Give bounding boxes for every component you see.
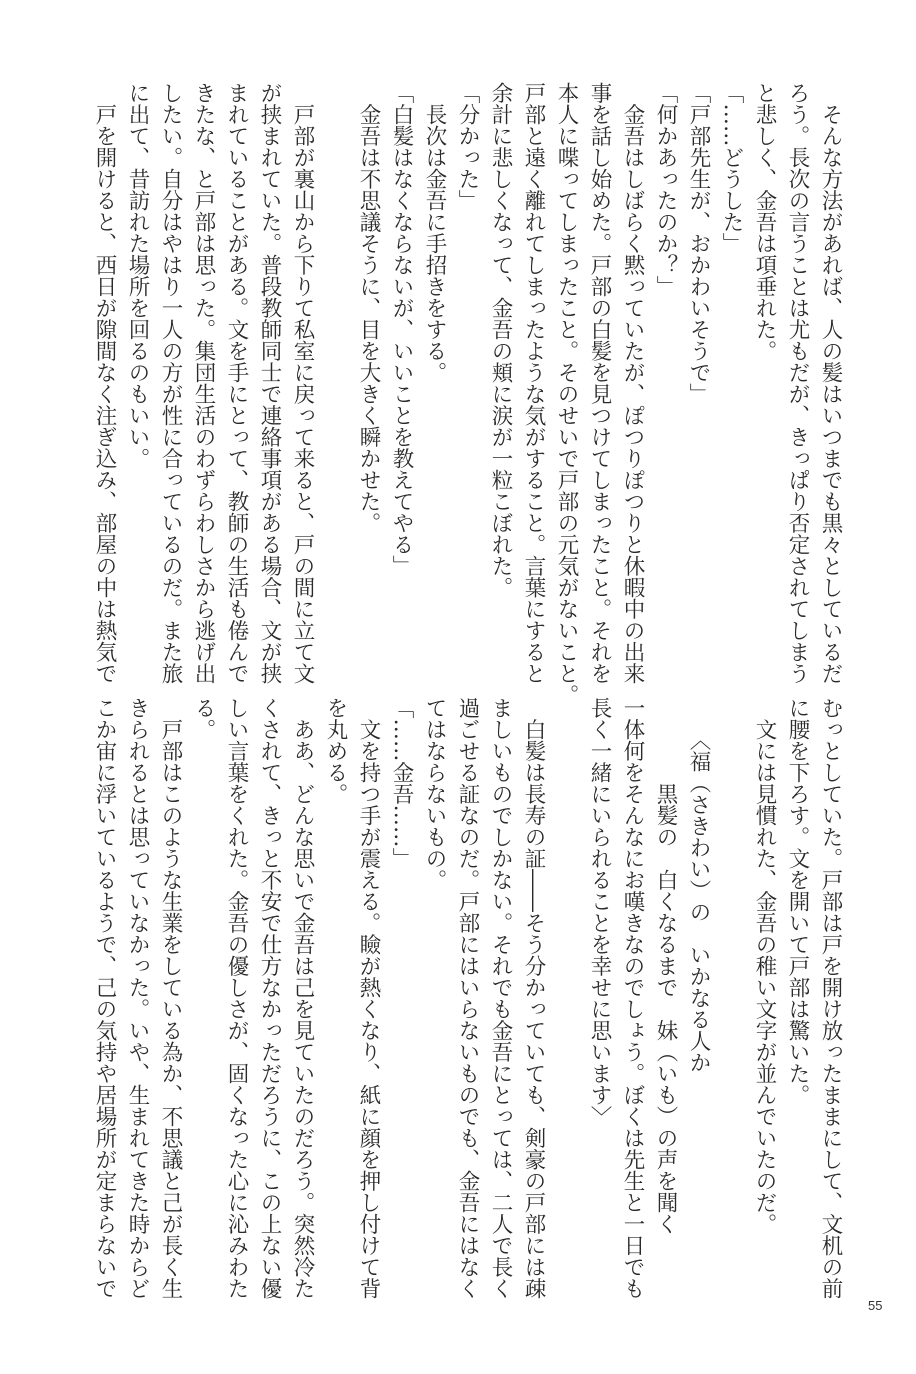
text-column: 「白髪はなくならないが、いいことを教えてやる」 <box>389 82 414 577</box>
text-column: 〈福（さきわい）の いかなる人か <box>686 697 711 1074</box>
text-column: 事を話し始めた。戸部の白髪を見つけてしまったこと。それを <box>587 82 612 684</box>
page-number: 55 <box>868 1298 883 1313</box>
text-column: 白髪は長寿の証――そう分かっていても、剣豪の戸部には疎 <box>521 697 546 1299</box>
text-column: ましいものでしかない。それでも金吾にとっては、二人で長く <box>488 697 513 1299</box>
text-column: 長次は金吾に手招きをする。 <box>422 82 447 383</box>
text-column: したい。自分はやはり一人の方が性に合っているのだ。また旅 <box>158 82 183 684</box>
text-column: 戸部が裏山から下りて私室に戻って来ると、戸の間に立て文 <box>290 82 315 684</box>
text-column: まれていることがある。文を手にとって、教師の生活も倦んで <box>224 82 249 684</box>
text-column: しい言葉をくれた。金吾の優しさが、固くなった心に沁みわた <box>224 697 249 1299</box>
text-column: ろう。長次の言うことは尤もだが、きっぱり否定されてしまう <box>785 82 810 684</box>
text-column: 戸を開けると、西日が隙間なく注ぎ込み、部屋の中は熱気で <box>92 82 117 684</box>
text-column: きたな、と戸部は思った。集団生活のわずらわしさから逃げ出 <box>191 82 216 684</box>
text-column: 一体何をそんなにお嘆きなのでしょう。ぼくは先生と一日でも <box>620 697 645 1299</box>
text-column: 過ごせる証なのだ。戸部にはいらないものでも、金吾にはなく <box>455 697 480 1299</box>
text-column: 戸部はこのような生業をしている為か、不思議と己が長く生 <box>158 697 183 1299</box>
text-column: に出て、昔訪れた場所を回るのもいい。 <box>125 82 150 469</box>
text-column: ああ、どんな思いで金吾は己を見ていたのだろう。突然冷た <box>290 697 315 1299</box>
text-column: を丸める。 <box>323 697 348 805</box>
text-column: 黒髪の 白くなるまで 妹（いも）の声を聞く <box>653 697 678 1235</box>
text-column: 文には見慣れた、金吾の稚い文字が並んでいたのだ。 <box>752 697 777 1235</box>
text-column: そんな方法があれば、人の髪はいつまでも黒々としているだ <box>818 82 843 684</box>
text-column: 戸部と遠く離れてしまったような気がすること。言葉にすると <box>521 82 546 684</box>
text-column: むっとしていた。戸部は戸を開け放ったままにして、文机の前 <box>818 697 843 1299</box>
text-column: 「……金吾……」 <box>389 697 414 869</box>
text-column: こか宙に浮いているようで、己の気持や居場所が定まらないで <box>92 697 117 1299</box>
text-column: くされて、きっと不安で仕方なかっただろうに、この上ない優 <box>257 697 282 1299</box>
text-column: てはならないもの。 <box>422 697 447 891</box>
text-column: 本人に喋ってしまったこと。そのせいで戸部の元気がないこと。 <box>554 82 579 706</box>
text-column: 「何かあったのか？」 <box>653 82 678 297</box>
lower-text-block <box>0 697 916 1297</box>
text-column: 「……どうした」 <box>719 82 744 254</box>
text-column: に腰を下ろす。文を開いて戸部は驚いた。 <box>785 697 810 1106</box>
upper-text-block <box>0 82 916 706</box>
text-column: 金吾はしばらく黙っていたが、ぽつりぽつりと休暇中の出来 <box>620 82 645 684</box>
text-column: きられるとは思っていなかった。いや、生まれてきた時からど <box>125 697 150 1299</box>
text-column: が挟まれていた。普段教師同士で連絡事項がある場合、文が挟 <box>257 82 282 684</box>
text-column: 「戸部先生が、おかわいそうで」 <box>686 82 711 405</box>
text-column: 余計に悲しくなって、金吾の頬に涙が一粒こぼれた。 <box>488 82 513 598</box>
text-column: 長く一緒にいられることを幸せに思います〉 <box>587 697 612 1127</box>
text-column: 文を持つ手が震える。瞼が熱くなり、紙に顔を押し付けて背 <box>356 697 381 1299</box>
text-column: と悲しく、金吾は項垂れた。 <box>752 82 777 362</box>
text-column: 金吾は不思議そうに、目を大きく瞬かせた。 <box>356 82 381 534</box>
text-column: る。 <box>191 697 216 740</box>
text-column: 「分かった」 <box>455 82 480 211</box>
